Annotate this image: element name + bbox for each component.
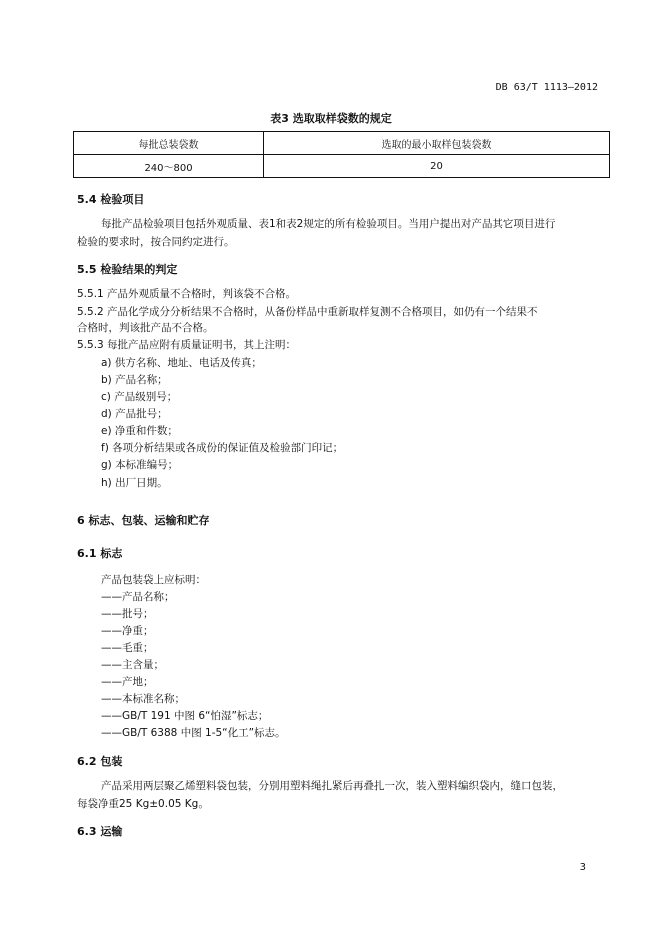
- list-item: ——本标准名称；: [101, 693, 185, 705]
- list-item: ——净重；: [101, 625, 154, 637]
- list-item: c) 产品级别号；: [101, 391, 178, 403]
- list-item: e) 净重和件数；: [101, 425, 178, 437]
- section-heading: 6.1 标志: [77, 547, 123, 560]
- page-number: 3: [579, 862, 586, 873]
- table-cell: 240～800: [74, 155, 264, 178]
- table-row: [74, 155, 610, 178]
- standard-code: DB 63/T 1113—2012: [495, 82, 598, 93]
- chapter-heading: 6 标志、包装、运输和贮存: [77, 514, 210, 527]
- list-item: ——产地；: [101, 676, 154, 688]
- list-item: g) 本标准编号；: [101, 459, 179, 471]
- table-caption: 表3 选取取样袋数的规定: [270, 112, 392, 125]
- section-heading: 6.2 包装: [77, 755, 123, 768]
- table-header-row: [74, 132, 610, 155]
- list-item: ——批号；: [101, 608, 154, 620]
- paragraph-line: 产品包装袋上应标明：: [101, 574, 206, 586]
- paragraph-line: 产品采用两层聚乙烯塑料袋包装，分别用塑料绳扎紧后再叠扎一次，装入塑料编织袋内，缝口包装，: [101, 780, 563, 792]
- list-item: ——GB/T 6388 中图 1-5“化工”标志。: [101, 727, 286, 739]
- section-heading: 5.4 检验项目: [77, 193, 145, 206]
- clause: 5.5.2 产品化学成分分析结果不合格时，从备份样品中重新取样复测不合格项目，如仍有一个结果不: [77, 306, 538, 318]
- paragraph-line: 每袋净重25 Kg±0.05 Kg。: [77, 798, 209, 810]
- section-heading: 6.3 运输: [77, 825, 123, 838]
- section-heading: 5.5 检验结果的判定: [77, 263, 178, 276]
- table-header-cell: 选取的最小取样包装袋数: [264, 132, 610, 155]
- clause: 5.5.1 产品外观质量不合格时，判该袋不合格。: [77, 288, 297, 300]
- paragraph-line: 每批产品检验项目包括外观质量、表1和表2规定的所有检验项目。当用户提出对产品其它项目进行: [101, 218, 556, 230]
- clause: 5.5.3 每批产品应附有质量证明书，其上注明：: [77, 339, 297, 351]
- list-item: ——毛重；: [101, 642, 154, 654]
- sampling-table: [73, 131, 610, 178]
- list-item: f) 各项分析结果或各成份的保证值及检验部门印记；: [101, 442, 344, 454]
- table-header-cell: 每批总装袋数: [74, 132, 264, 155]
- paragraph-line: 检验的要求时，按合同约定进行。: [77, 236, 235, 248]
- list-item: ——产品名称；: [101, 591, 175, 603]
- list-item: h) 出厂日期。: [101, 477, 168, 489]
- table-cell: 20: [264, 155, 610, 178]
- list-item: ——GB/T 191 中图 6“怕湿”标志；: [101, 710, 269, 722]
- list-item: b) 产品名称；: [101, 374, 168, 386]
- list-item: ——主含量；: [101, 659, 164, 671]
- list-item: a) 供方名称、地址、电话及传真；: [101, 357, 262, 369]
- clause: 合格时，判该批产品不合格。: [77, 322, 214, 334]
- list-item: d) 产品批号；: [101, 408, 168, 420]
